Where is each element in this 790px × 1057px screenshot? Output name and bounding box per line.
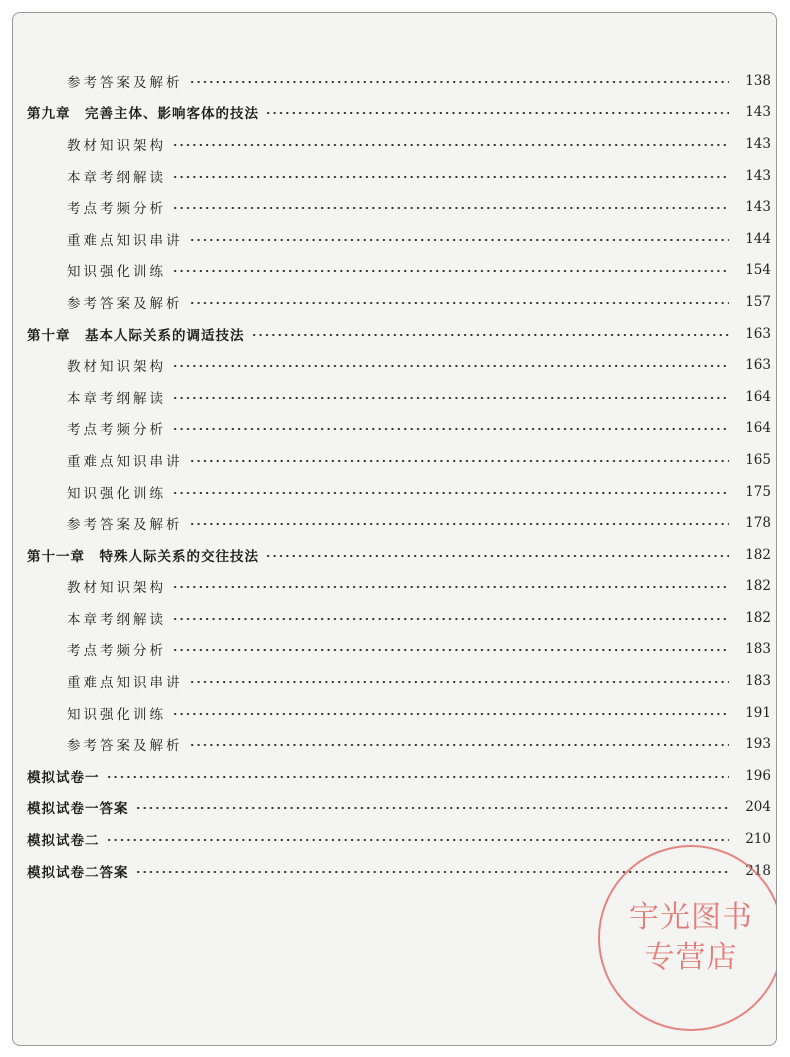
toc-entry-page-number: 164 [745, 420, 771, 437]
toc-entry-title: 参考答案及解析 [67, 738, 183, 755]
toc-entry-title: 第十章 基本人际关系的调适技法 [27, 327, 245, 344]
shop-seal-stamp [598, 845, 777, 1031]
toc-entry-page-number: 157 [745, 293, 771, 310]
toc-entry-page-number: 164 [745, 388, 771, 405]
dot-leader [172, 203, 729, 213]
toc-entry-page-number: 210 [745, 831, 771, 848]
dot-leader [172, 140, 729, 150]
toc-entry-title: 参考答案及解析 [67, 74, 183, 91]
toc-section-entry [27, 413, 771, 445]
toc-entry-title: 参考答案及解析 [67, 517, 183, 534]
toc-entry-page-number: 163 [745, 325, 771, 342]
toc-chapter-entry [27, 760, 771, 792]
toc-section-entry [27, 444, 771, 476]
toc-chapter-entry [27, 97, 771, 129]
toc-entry-page-number: 183 [745, 673, 771, 690]
dot-leader [172, 488, 729, 498]
dot-leader [189, 519, 730, 529]
toc-entry-page-number: 138 [745, 72, 771, 89]
toc-entry-page-number: 182 [745, 546, 771, 563]
toc-entry-page-number: 144 [745, 230, 771, 247]
toc-section-entry [27, 728, 771, 760]
dot-leader [172, 172, 729, 182]
toc-section-entry [27, 697, 771, 729]
toc-section-entry [27, 602, 771, 634]
toc-section-entry [27, 128, 771, 160]
toc-entry-page-number: 182 [745, 578, 771, 595]
toc-entry-title: 参考答案及解析 [67, 295, 183, 312]
toc-section-entry [27, 476, 771, 508]
toc-entry-title: 教材知识架构 [67, 359, 166, 376]
stamp-line-1: 宇光图书 [629, 900, 753, 935]
toc-section-entry [27, 665, 771, 697]
toc-entry-page-number: 204 [745, 799, 771, 816]
dot-leader [172, 645, 729, 655]
toc-section-entry [27, 507, 771, 539]
toc-section-entry [27, 255, 771, 287]
toc-section-entry [27, 160, 771, 192]
dot-leader [189, 740, 730, 750]
dot-leader [172, 582, 729, 592]
toc-entry-page-number: 183 [745, 641, 771, 658]
toc-entry-title: 重难点知识串讲 [67, 232, 183, 249]
toc-entry-page-number: 193 [745, 736, 771, 753]
toc-entry-page-number: 154 [745, 262, 771, 279]
toc-entry-title: 第十一章 特殊人际关系的交往技法 [27, 548, 259, 565]
stamp-line-2: 专营店 [644, 940, 738, 975]
dot-leader [172, 424, 729, 434]
dot-leader [172, 266, 729, 276]
toc-entry-title: 知识强化训练 [67, 485, 166, 502]
dot-leader [265, 108, 729, 118]
dot-leader [172, 393, 729, 403]
toc-entry-title: 知识强化训练 [67, 264, 166, 281]
dot-leader [106, 835, 730, 845]
toc-section-entry [27, 223, 771, 255]
toc-entry-title: 本章考纲解读 [67, 169, 166, 186]
dot-leader [265, 551, 729, 561]
toc-section-entry [27, 65, 771, 97]
toc-entry-title: 模拟试卷一 [27, 769, 100, 786]
toc-entry-page-number: 191 [745, 704, 771, 721]
dot-leader [189, 77, 730, 87]
document-page [12, 12, 777, 1046]
toc-entry-page-number: 143 [745, 135, 771, 152]
toc-entry-title: 模拟试卷二答案 [27, 864, 129, 881]
dot-leader [189, 298, 730, 308]
toc-entry-page-number: 178 [745, 515, 771, 532]
toc-section-entry [27, 286, 771, 318]
toc-entry-title: 考点考频分析 [67, 422, 166, 439]
toc-chapter-entry [27, 318, 771, 350]
dot-leader [135, 803, 730, 813]
toc-section-entry [27, 381, 771, 413]
toc-chapter-entry [27, 792, 771, 824]
toc-entry-page-number: 175 [745, 483, 771, 500]
dot-leader [189, 456, 730, 466]
dot-leader [172, 709, 729, 719]
toc-entry-title: 考点考频分析 [67, 643, 166, 660]
toc-entry-page-number: 165 [745, 451, 771, 468]
dot-leader [172, 614, 729, 624]
toc-entry-page-number: 182 [745, 609, 771, 626]
toc-entry-title: 模拟试卷二 [27, 833, 100, 850]
toc-entry-page-number: 143 [745, 199, 771, 216]
toc-entry-title: 重难点知识串讲 [67, 675, 183, 692]
toc-entry-page-number: 143 [745, 104, 771, 121]
toc-entry-title: 第九章 完善主体、影响客体的技法 [27, 106, 259, 123]
toc-entry-page-number: 163 [745, 357, 771, 374]
dot-leader [106, 772, 730, 782]
toc-entry-page-number: 196 [745, 767, 771, 784]
toc-entry-title: 本章考纲解读 [67, 611, 166, 628]
toc-section-entry [27, 349, 771, 381]
toc-entry-title: 考点考频分析 [67, 201, 166, 218]
toc-entry-title: 教材知识架构 [67, 137, 166, 154]
toc-chapter-entry [27, 539, 771, 571]
toc-section-entry [27, 191, 771, 223]
toc-entry-title: 教材知识架构 [67, 580, 166, 597]
toc-entry-title: 重难点知识串讲 [67, 453, 183, 470]
toc-section-entry [27, 571, 771, 603]
toc-entry-page-number: 218 [745, 862, 771, 879]
table-of-contents [27, 65, 771, 886]
dot-leader [251, 330, 730, 340]
toc-section-entry [27, 634, 771, 666]
dot-leader [189, 677, 730, 687]
dot-leader [189, 235, 730, 245]
toc-entry-title: 模拟试卷一答案 [27, 801, 129, 818]
toc-entry-title: 本章考纲解读 [67, 390, 166, 407]
toc-entry-title: 知识强化训练 [67, 706, 166, 723]
dot-leader [172, 361, 729, 371]
toc-entry-page-number: 143 [745, 167, 771, 184]
